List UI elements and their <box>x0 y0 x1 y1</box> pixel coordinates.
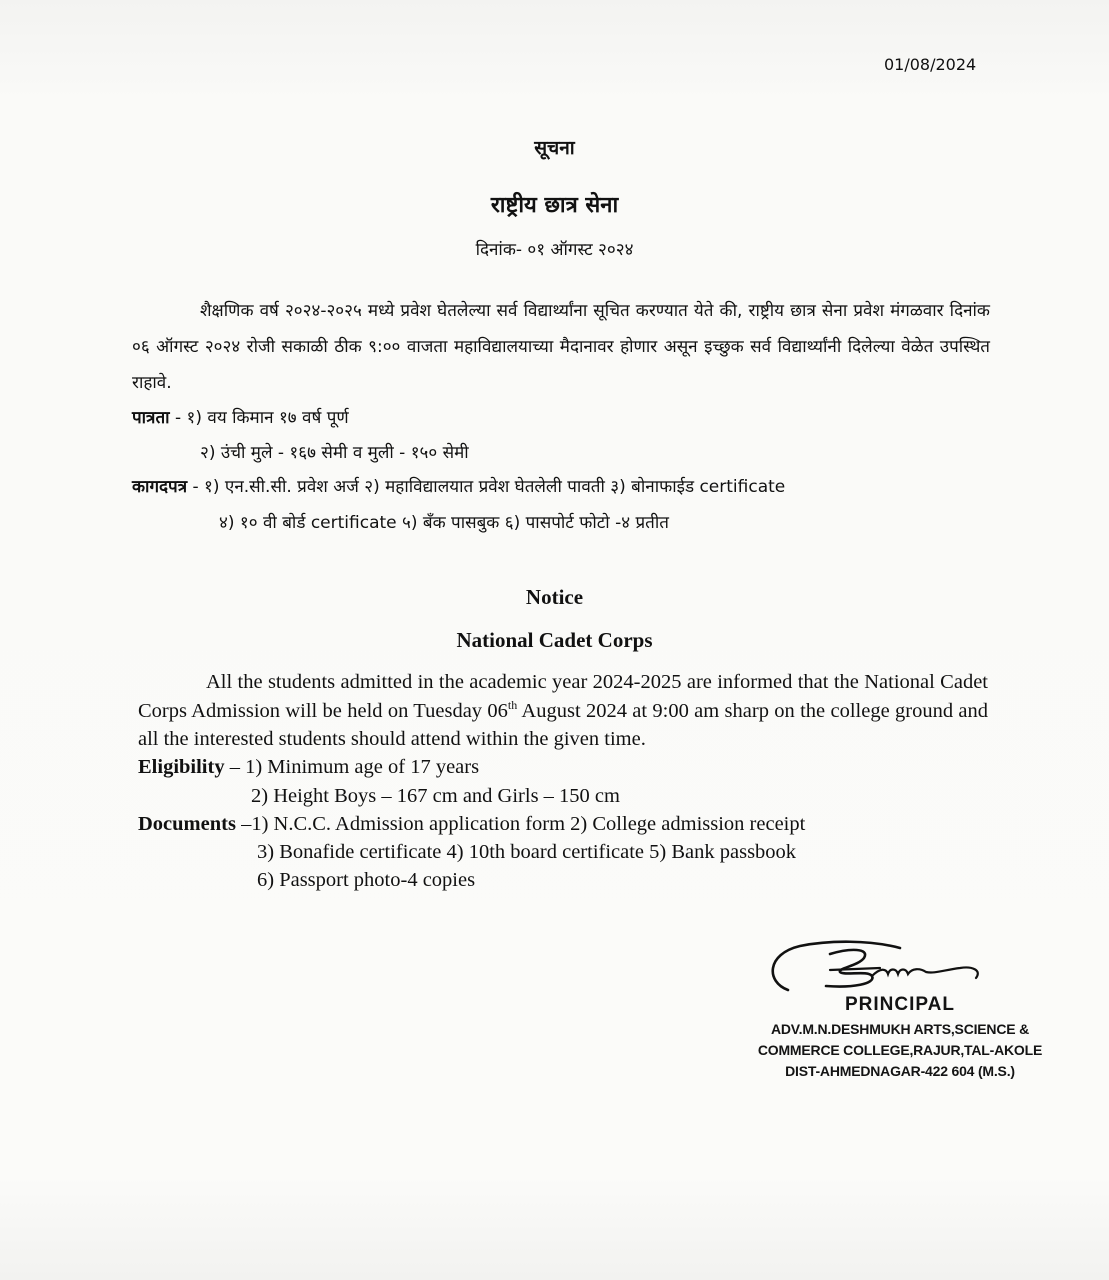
notice-date: 01/08/2024 <box>884 55 977 74</box>
marathi-subtitle: राष्ट्रीय छात्र सेना <box>490 193 619 218</box>
principal-stamp <box>740 994 1060 1082</box>
marathi-eligibility-label: पात्रता <box>132 408 170 428</box>
english-subtitle: National Cadet Corps <box>456 628 653 652</box>
principal-line-2: COMMERCE COLLEGE,RAJUR,TAL-AKOLE <box>757 1042 1043 1058</box>
english-paragraph <box>138 668 988 754</box>
marathi-documents-1 <box>132 469 785 505</box>
principal-signature <box>760 932 1000 1002</box>
english-title: Notice <box>525 585 584 609</box>
marathi-eligibility-2: २) उंची मुले - १६७ सेमी व मुली - १५० सेमी <box>200 443 469 463</box>
english-documents-1-text: –1) N.C.C. Admission application form 2) College admission receipt <box>235 813 806 835</box>
marathi-eligibility-1-text: - १) वय किमान १७ वर्ष पूर्ण <box>169 408 349 428</box>
english-documents-1 <box>138 810 805 839</box>
english-eligibility-2: 2) Height Boys – 167 cm and Girls – 150 cm <box>251 785 620 807</box>
marathi-paragraph: शैक्षणिक वर्ष २०२४-२०२५ मध्ये प्रवेश घेतलेल्या सर्व विद्यार्थ्यांना सूचित करण्यात येते की, राष्ट्रीय छात्र सेना प्रवेश मंगळवार दिनांक ०६ ऑगस्ट २०२४ रोजी सकाळी ठीक ९:०० वाजता महाविद्यालयाच्या मैदानावर होणार असून इच्छुक सर्व विद्यार्थ्यांनी दिलेल्या वेळेत उपस्थित राहावे. <box>132 301 990 393</box>
english-documents-3: 6) Passport photo-4 copies <box>257 869 476 891</box>
marathi-documents-1-text: - १) एन.सी.सी. प्रवेश अर्ज २) महाविद्यालयात प्रवेश घेतलेली पावती ३) बोनाफाईड certificate <box>187 477 786 497</box>
principal-line-1: ADV.M.N.DESHMUKH ARTS,SCIENCE & <box>770 1021 1029 1037</box>
marathi-eligibility-1 <box>132 400 349 436</box>
marathi-title: सूचना <box>534 137 575 159</box>
english-paragraph-part-b: August 2024 at 9:00 am sharp on the college ground and all the interested students should attend within the given time. <box>138 699 988 750</box>
english-eligibility-label: Eligibility <box>138 756 225 778</box>
principal-line-3: DIST-AHMEDNAGAR-422 604 (M.S.) <box>785 1063 1015 1079</box>
english-documents-label: Documents <box>138 813 236 835</box>
english-paragraph-part-a: All the students admitted in the academic year 2024-2025 are informed that the National Cadet Corps Admission will be held on Tuesday 06 <box>138 671 988 722</box>
marathi-date-line: दिनांक- ०१ ऑगस्ट २०२४ <box>475 240 634 260</box>
english-eligibility-1-text: – 1) Minimum age of 17 years <box>224 756 480 778</box>
principal-title: PRINCIPAL <box>845 994 955 1015</box>
marathi-documents-label: कागदपत्र <box>132 477 188 497</box>
english-paragraph-superscript: th <box>507 697 518 712</box>
marathi-documents-2: ४) १० वी बोर्ड certificate ५) बँक पासबुक ६) पासपोर्ट फोटो -४ प्रतीत <box>219 513 669 533</box>
english-documents-2: 3) Bonafide certificate 4) 10th board certificate 5) Bank passbook <box>257 841 797 863</box>
english-eligibility-1 <box>138 753 479 782</box>
